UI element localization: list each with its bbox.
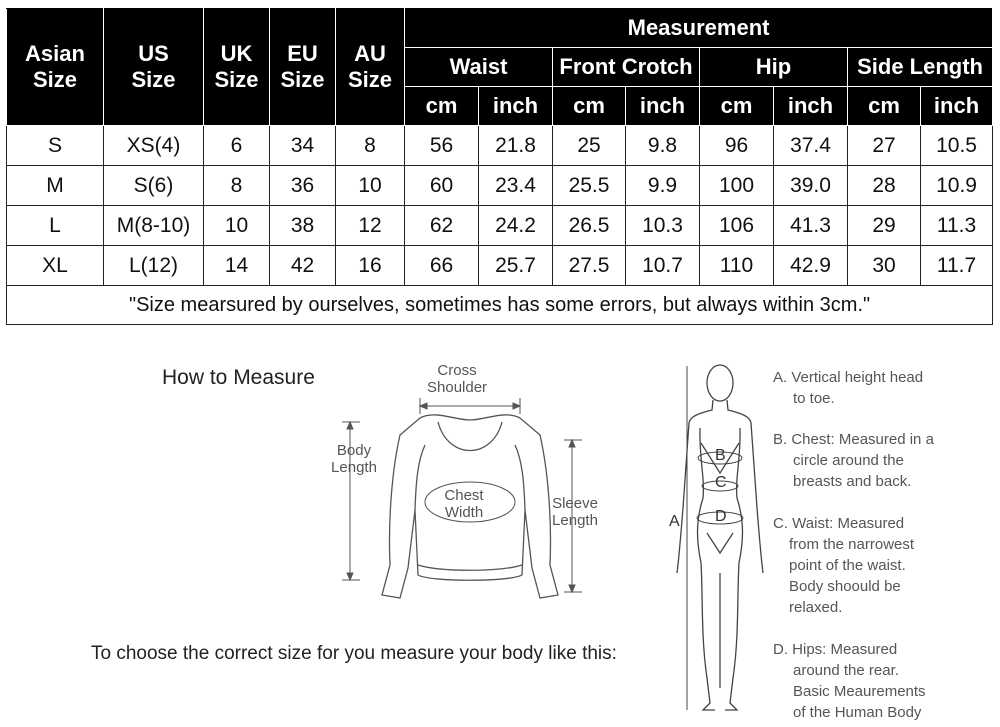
how-to-measure-heading: How to Measure <box>162 366 315 389</box>
table-cell: 56 <box>405 126 479 166</box>
table-cell: 42.9 <box>774 246 848 286</box>
table-cell: 6 <box>204 126 270 166</box>
unit-header: inch <box>626 87 700 126</box>
sleeve-length-label: Sleeve Length <box>552 495 598 529</box>
description-c: C. Waist: Measured from the narrowest point of the waist. Body shoould be relaxed. <box>773 515 915 616</box>
table-cell: 21.8 <box>479 126 553 166</box>
table-cell: XL <box>7 246 104 286</box>
table-row <box>7 246 993 286</box>
table-cell: 8 <box>336 126 405 166</box>
unit-header: cm <box>405 87 479 126</box>
table-cell: L <box>7 206 104 246</box>
table-cell: 96 <box>700 126 774 166</box>
table-cell: M(8-10) <box>104 206 204 246</box>
table-cell: 9.8 <box>626 126 700 166</box>
table-cell: 110 <box>700 246 774 286</box>
table-cell: 23.4 <box>479 166 553 206</box>
table-cell: 28 <box>848 166 921 206</box>
chest-width-label: Chest Width <box>444 487 484 521</box>
table-cell: S(6) <box>104 166 204 206</box>
header-uk-size: UK Size <box>204 9 270 126</box>
body-label-b: B <box>715 447 726 464</box>
table-cell: 9.9 <box>626 166 700 206</box>
table-cell: 10.3 <box>626 206 700 246</box>
table-cell: 10 <box>204 206 270 246</box>
size-chart-table <box>6 8 993 325</box>
body-label-c: C <box>715 474 727 491</box>
body-figure-illustration <box>665 358 785 718</box>
table-cell: 30 <box>848 246 921 286</box>
table-row <box>7 126 993 166</box>
header-waist: Waist <box>405 48 553 87</box>
header-side-length: Side Length <box>848 48 993 87</box>
table-cell: 100 <box>700 166 774 206</box>
table-cell: 25.5 <box>553 166 626 206</box>
table-cell: 10.7 <box>626 246 700 286</box>
unit-header: inch <box>921 87 993 126</box>
table-cell: 8 <box>204 166 270 206</box>
size-rows <box>7 126 993 286</box>
table-row <box>7 206 993 246</box>
body-length-label: Body Length <box>331 442 377 476</box>
table-cell: 16 <box>336 246 405 286</box>
table-cell: 10.5 <box>921 126 993 166</box>
description-b: B. Chest: Measured in a circle around the breasts and back. <box>773 431 934 490</box>
table-cell: L(12) <box>104 246 204 286</box>
description-a: A. Vertical height head to toe. <box>773 369 924 407</box>
table-cell: 60 <box>405 166 479 206</box>
header-au-size: AU Size <box>336 9 405 126</box>
header-measurement: Measurement <box>405 9 993 48</box>
table-cell: 41.3 <box>774 206 848 246</box>
unit-header: inch <box>774 87 848 126</box>
table-cell: 106 <box>700 206 774 246</box>
table-cell: 39.0 <box>774 166 848 206</box>
table-cell: 62 <box>405 206 479 246</box>
description-d: D. Hips: Measured around the rear. Basic Meaurements of the Human Body <box>773 641 926 721</box>
table-cell: 34 <box>270 126 336 166</box>
unit-header: cm <box>553 87 626 126</box>
body-label-d: D <box>715 508 727 525</box>
table-cell: 25.7 <box>479 246 553 286</box>
unit-header: cm <box>848 87 921 126</box>
table-cell: M <box>7 166 104 206</box>
table-cell: 38 <box>270 206 336 246</box>
table-cell: 36 <box>270 166 336 206</box>
table-cell: 27.5 <box>553 246 626 286</box>
table-cell: 42 <box>270 246 336 286</box>
table-cell: S <box>7 126 104 166</box>
table-cell: XS(4) <box>104 126 204 166</box>
table-cell: 66 <box>405 246 479 286</box>
table-cell: 11.7 <box>921 246 993 286</box>
table-cell: 26.5 <box>553 206 626 246</box>
choose-size-instructions: To choose the correct size for you measure your body like this: <box>91 643 617 664</box>
table-cell: 27 <box>848 126 921 166</box>
table-row <box>7 166 993 206</box>
header-hip: Hip <box>700 48 848 87</box>
unit-header: inch <box>479 87 553 126</box>
header-eu-size: EU Size <box>270 9 336 126</box>
cross-shoulder-label: Cross Shoulder <box>427 362 488 396</box>
header-front-crotch: Front Crotch <box>553 48 700 87</box>
table-cell: 10.9 <box>921 166 993 206</box>
header-asian-size: Asian Size <box>7 9 104 126</box>
table-cell: 24.2 <box>479 206 553 246</box>
table-cell: 11.3 <box>921 206 993 246</box>
table-cell: 29 <box>848 206 921 246</box>
table-cell: 25 <box>553 126 626 166</box>
table-cell: 14 <box>204 246 270 286</box>
table-cell: 37.4 <box>774 126 848 166</box>
body-label-a: A <box>669 513 680 530</box>
measurement-note: "Size mearsured by ourselves, sometimes has some errors, but always within 3cm." <box>7 286 993 325</box>
table-cell: 12 <box>336 206 405 246</box>
unit-header: cm <box>700 87 774 126</box>
header-us-size: US Size <box>104 9 204 126</box>
table-cell: 10 <box>336 166 405 206</box>
